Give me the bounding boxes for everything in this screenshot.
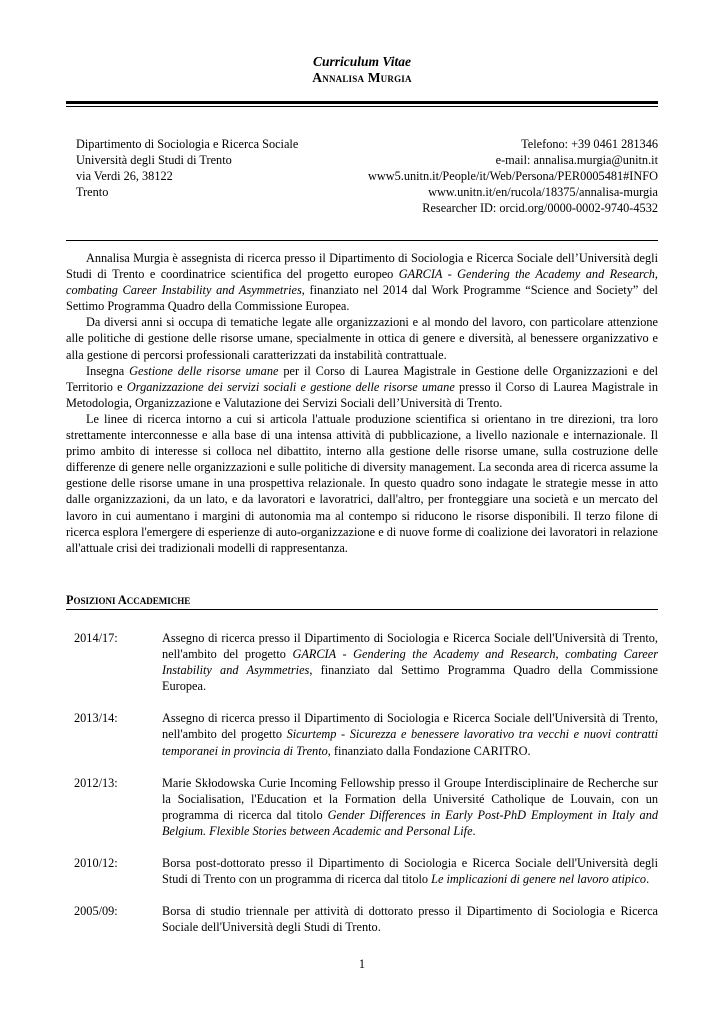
position-text: , finanziato dalla Fondazione CARITRO. [327, 743, 531, 758]
email-line[interactable]: e-mail: annalisa.murgia@unitn.it [495, 153, 658, 167]
position-description [162, 710, 658, 758]
address-line: Dipartimento di Sociologia e Ricerca Sociale [76, 137, 299, 151]
header-rule-thin [66, 106, 658, 107]
position-entry [66, 903, 658, 935]
bio-course-title: Organizzazione dei servizi sociali e gestione delle risorse umane [126, 379, 455, 394]
position-project-title: Sicurtemp - Sicurezza e benessere lavorativo tra vecchi e nuovi contratti temporanei in provincia di Trento [162, 727, 658, 758]
section-title-positions: Posizioni Accademiche [66, 593, 191, 607]
position-entry [66, 855, 658, 887]
header-rule-thick [66, 101, 658, 104]
web-link[interactable]: www5.unitn.it/People/it/Web/Persona/PER0005481#INFO [367, 169, 658, 183]
bio-project-title: GARCIA - Gendering the Academy and Research, combating Career Instability and Asymmetries [66, 267, 658, 298]
position-text: Assegno di ricerca presso il Dipartimento di Sociologia e Ricerca Sociale dell'Università di Trento, nell'ambito del progetto [162, 631, 658, 662]
positions-list [66, 630, 658, 951]
position-years: 2013/14: [74, 711, 118, 726]
researcher-id-line[interactable]: Researcher ID: orcid.org/0000-0002-9740-4532 [422, 201, 658, 215]
bio-paragraph: Le linee di ricerca intorno a cui si articola l'attuale produzione scientifica si orientano in tre direzioni, tra loro strettamente interconnesse e alla base di una intensa attività di pubblicazione, a livello nazionale e internazionale. Il primo ambito di interesse si colloca nel dibattito, interno alla gestione delle risorse umane, sulla costruzione delle differenze di genere nelle organizzazioni e sulle politiche di diversity management. La seconda area di ricerca assume la gestione delle risorse umane in una prospettiva relazionale. In questo quadro sono indagate le strategie messe in atto dalle organizzazioni, da un lato, e da lavoratori e lavoratrici, dall'altro, per fronteggiare una società e un mercato del lavoro in cui aumentano i margini di autonomia ma al contempo si riducono le risorse disponibili. Il terzo filone di ricerca esplora l'emergere di esperienze di auto-organizzazione e di nuove forme di coalizione dei lavoratori in relazione all'attuale crisi dei tradizionali modelli di rappresentanza. [66, 411, 658, 555]
bio-paragraph: Da diversi anni si occupa di tematiche legate alle organizzazioni e al mondo del lavoro, con particolare attenzione alle politiche di gestione delle risorse umane, specialmente in ottica di genere e diversità, al benessere organizzativo e alla gestione di percorsi professionali caratterizzati da instabilità contrattuale. [66, 315, 658, 362]
position-years: 2014/17: [74, 631, 118, 645]
bio-text: , finanziato nel 2014 dal Work Programme “Science and Society” del Settimo Programma Quadro della Commissione Europea. [66, 283, 658, 314]
bio-paragraph [66, 250, 658, 314]
position-entry [66, 710, 658, 758]
position-years: 2005/09: [74, 904, 118, 919]
page-number: 1 [358, 957, 366, 971]
person-name: Annalisa Murgia [312, 70, 412, 85]
address-line: via Verdi 26, 38122 [76, 169, 173, 183]
position-project-title: GARCIA - Gendering the Academy and Research, combating Career Instability and Asymmetries [162, 647, 658, 678]
phone-line: Telefono: +39 0461 281346 [521, 137, 658, 151]
position-description [162, 775, 658, 839]
position-text: , finanziato dal Settimo Programma Quadro della Commissione Europea. [162, 663, 659, 694]
address-line: Università degli Studi di Trento [76, 153, 232, 167]
position-text: Assegno di ricerca presso il Dipartimento di Sociologia e Ricerca Sociale dell'Università di Trento, nell'ambito del progetto [162, 711, 658, 742]
web-link[interactable]: www.unitn.it/en/rucola/18375/annalisa-murgia [428, 185, 658, 199]
bio-text: Annalisa Murgia è assegnista di ricerca presso il Dipartimento di Sociologia e Ricerca Sociale dell’Università degli Studi di Trento e coordinatrice scientifica del progetto europeo [66, 251, 658, 282]
position-text: Borsa post-dottorato presso il Dipartimento di Sociologia e Ricerca Sociale dell'Università degli Studi di Trento con un programma di ricerca dal titolo [162, 856, 658, 887]
contact-separator-rule [66, 240, 658, 241]
position-project-title: Gender Differences in Early Post-PhD Employment in Italy and Belgium. Flexible Stories between Academic and Personal Life [162, 807, 658, 838]
position-description [162, 903, 658, 935]
bio-text: presso il Corso di Laurea Magistrale in Metodologia, Organizzazione e Valutazione dei Servizi Sociali dell’Università di Trento. [66, 379, 658, 410]
position-description [162, 855, 658, 887]
position-text: . [646, 872, 650, 887]
section-rule [66, 609, 658, 610]
position-project-title: Le implicazioni di genere nel lavoro atipico [431, 872, 647, 887]
position-entry [66, 775, 658, 839]
position-text: Borsa di studio triennale per attività di dottorato presso il Dipartimento di Sociologia e Ricerca Sociale dell'Università degli Studi di Trento. [162, 904, 658, 935]
document-title: Curriculum Vitae [313, 54, 411, 69]
bio-paragraph [66, 363, 658, 411]
bio-course-title: Gestione delle risorse umane [129, 363, 279, 378]
contact-details-block [368, 136, 658, 216]
position-entry [66, 630, 658, 694]
position-text: . [472, 823, 476, 838]
position-years: 2010/12: [74, 856, 118, 871]
biography-section [66, 250, 658, 556]
position-text: Marie Skłodowska Curie Incoming Fellowship presso il Groupe Interdisciplinaire de Recherche sur la Socialisation, l'Education et la Formation della Université Catholique de Louvain, con un programma di ricerca dal titolo [162, 775, 658, 822]
bio-text: per il Corso di Laurea Magistrale in Gestione delle Organizzazioni e del Territorio e [66, 363, 659, 394]
address-line: Trento [76, 185, 109, 199]
position-description [162, 630, 658, 694]
contact-address-block [76, 136, 298, 200]
position-years: 2012/13: [74, 775, 118, 790]
bio-text: Insegna [86, 363, 130, 378]
